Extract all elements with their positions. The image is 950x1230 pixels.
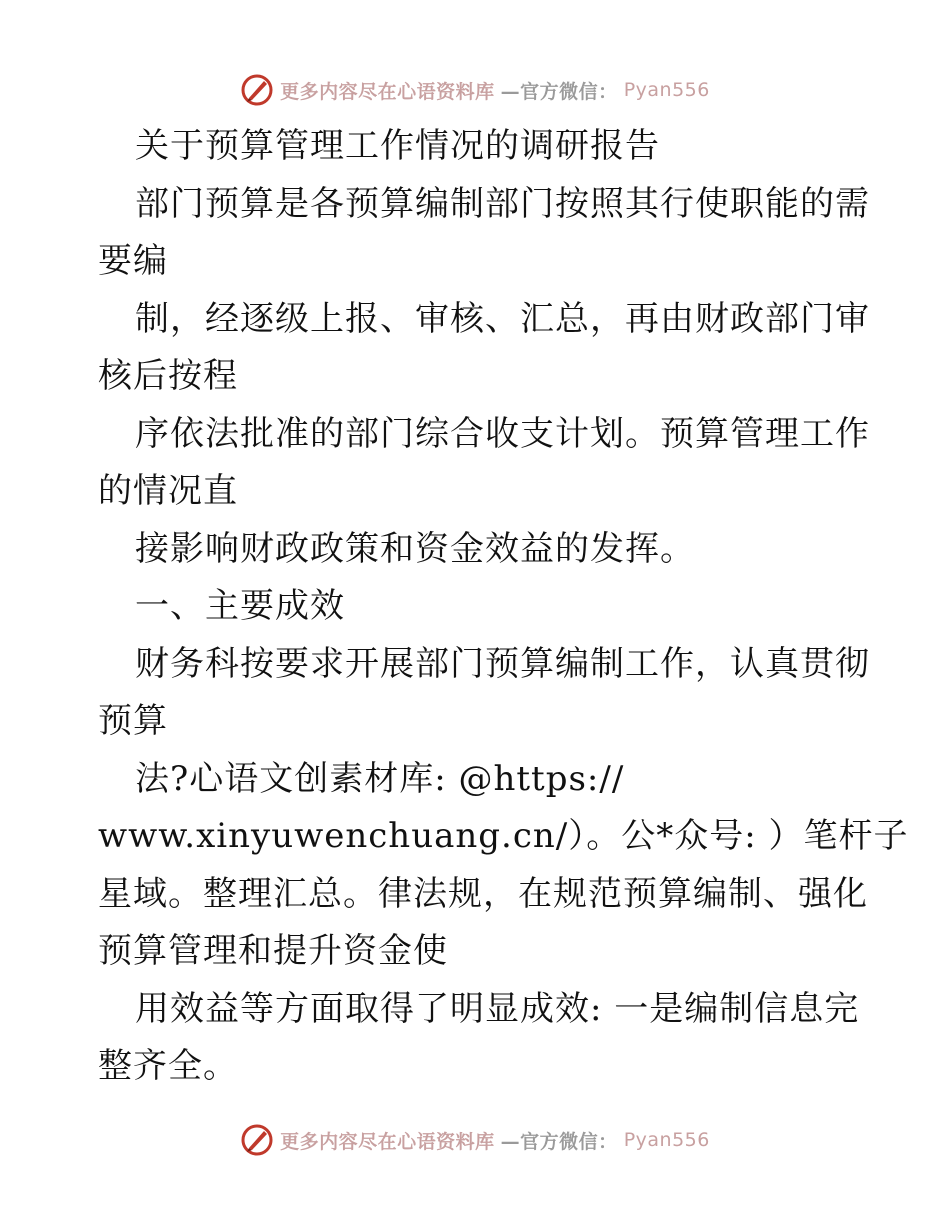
banner-text-wechat-id: Pyan556 <box>623 1129 710 1151</box>
quill-pen-circle-icon <box>240 1123 274 1157</box>
document-body <box>98 118 909 1096</box>
document-line: 一、主要成效 <box>135 586 345 626</box>
document-line: 预算 <box>98 701 168 741</box>
banner-text-main: 更多内容尽在心语资料库 <box>280 80 495 103</box>
header-banner <box>0 70 950 110</box>
footer-banner-inner <box>240 1123 710 1157</box>
banner-text-wechat-label: —官方微信： <box>500 80 618 103</box>
document-line: 要编 <box>98 241 168 281</box>
document-line: 部门预算是各预算编制部门按照其行使职能的需 <box>135 183 870 224</box>
document-line: 用效益等方面取得了明显成效: 一是编制信息完 <box>135 988 860 1029</box>
document-line: 核后按程 <box>98 356 238 396</box>
quill-pen-circle-icon <box>240 73 274 107</box>
header-banner-inner <box>240 73 710 107</box>
banner-text-wechat-id: Pyan556 <box>623 79 710 101</box>
document-line: 整齐全。 <box>98 1046 238 1086</box>
document-line: 财务科按要求开展部门预算编制工作，认真贯彻 <box>135 643 870 684</box>
document-line: 法?心语文创素材库: @https:// <box>135 758 625 799</box>
document-line: www.xinyuwenchuang.cn/）。公*众号: ）笔杆子 <box>98 816 909 856</box>
document-line: 接影响财政政策和资金效益的发挥。 <box>135 528 695 569</box>
document-line: 预算管理和提升资金使 <box>98 931 448 971</box>
document-line: 序依法批准的部门综合收支计划。预算管理工作 <box>135 413 870 454</box>
footer-banner <box>0 1120 950 1160</box>
banner-text-main: 更多内容尽在心语资料库 <box>280 1130 495 1153</box>
document-line: 星域。整理汇总。律法规，在规范预算编制、强化 <box>98 873 868 914</box>
document-line: 的情况直 <box>98 471 238 511</box>
banner-text-wechat-label: —官方微信： <box>500 1130 618 1153</box>
document-line: 制，经逐级上报、审核、汇总，再由财政部门审 <box>135 298 870 339</box>
document-line: 关于预算管理工作情况的调研报告 <box>135 126 660 166</box>
